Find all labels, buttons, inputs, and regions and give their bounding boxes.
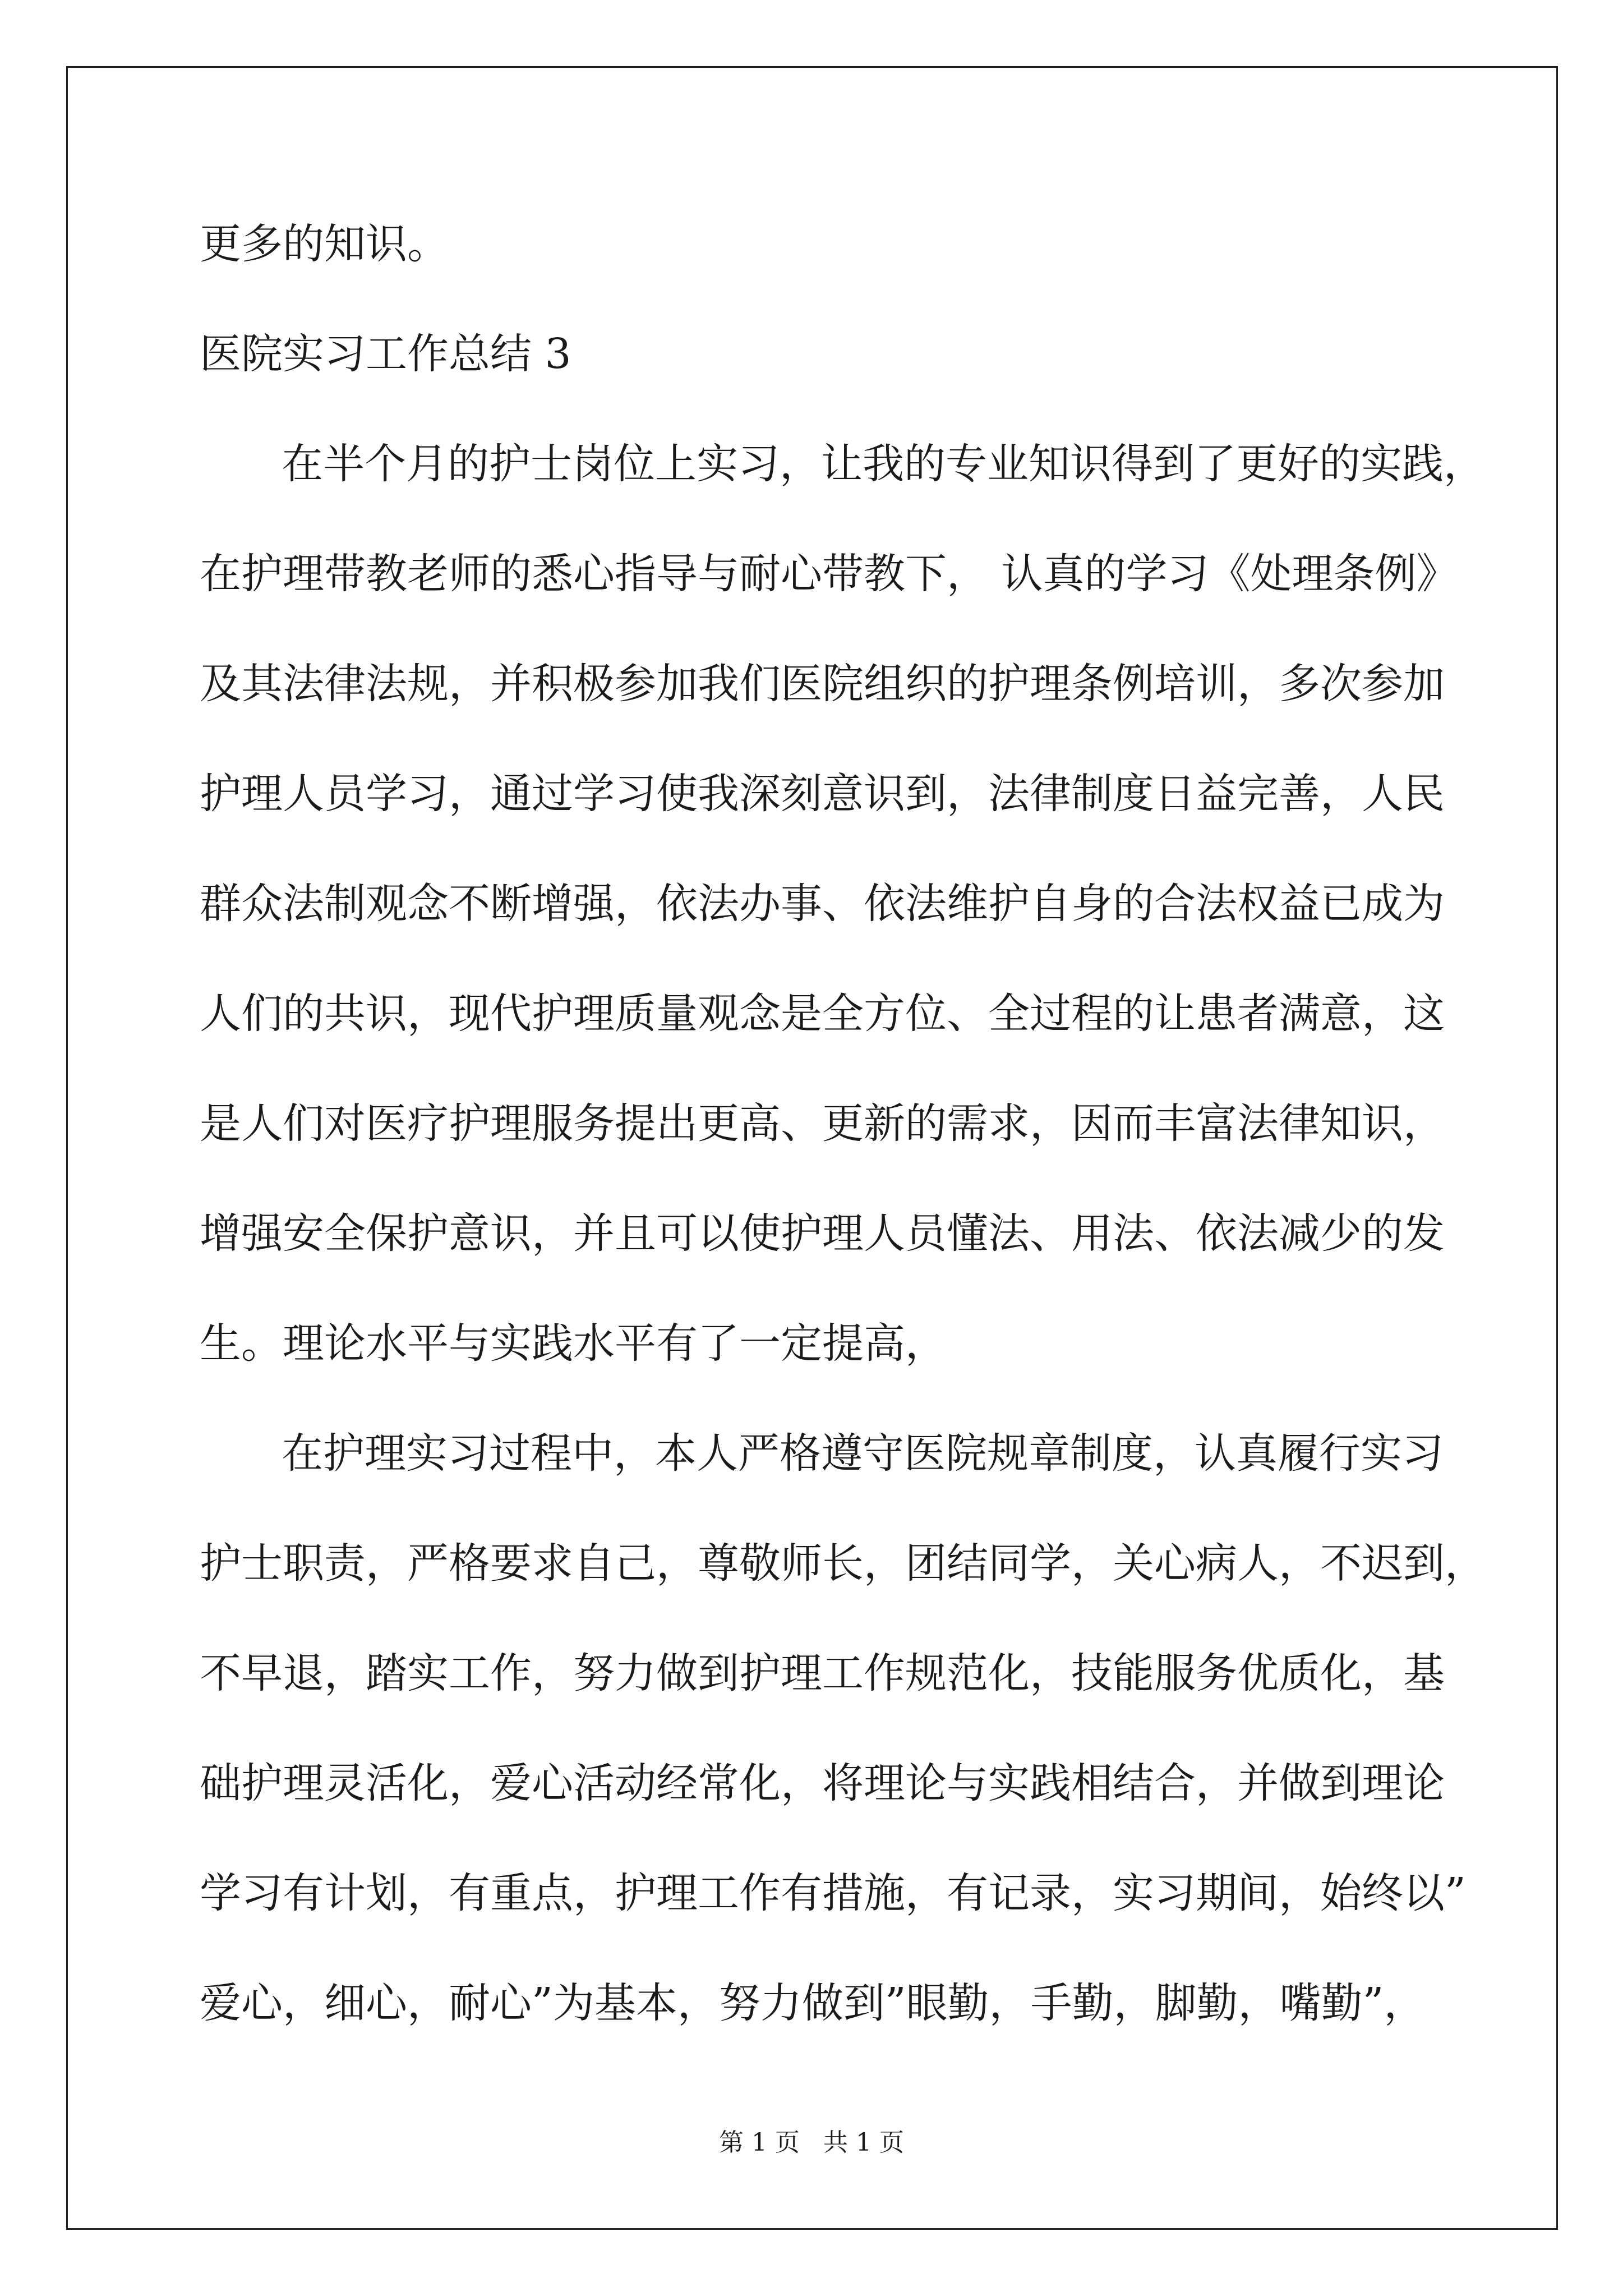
paragraph-1-line-1: 在半个月的护士岗位上实习，让我的专业知识得到了更好的实践，: [282, 440, 1485, 488]
page-number-footer: 第 1 页 共 1 页: [719, 2128, 904, 2157]
text-line: 学习有计划，有重点，护理工作有措施，有记录，实习期间，始终以”: [200, 1869, 1466, 1917]
text-line: 在护理带教老师的悉心指导与耐心带教下， 认真的学习《处理条例》: [200, 550, 1458, 598]
paragraph-2-line-1: 在护理实习过程中，本人严格遵守医院规章制度，认真履行实习: [282, 1429, 1444, 1478]
text-line: 人们的共识，现代护理质量观念是全方位、全过程的让患者满意，这: [200, 990, 1445, 1038]
text-line: 增强安全保护意识，并且可以使护理人员懂法、用法、依法减少的发: [200, 1209, 1445, 1258]
text-line: 是人们对医疗护理服务提出更高、更新的需求，因而丰富法律知识，: [200, 1099, 1445, 1148]
text-line: 及其法律法规，并积极参加我们医院组织的护理条例培训，多次参加: [200, 660, 1445, 708]
text-line: 础护理灵活化，爱心活动经常化，将理论与实践相结合，并做到理论: [200, 1759, 1445, 1807]
text-line: 群众法制观念不断增强，依法办事、依法维护自身的合法权益已成为: [200, 880, 1445, 928]
section-heading: 医院实习工作总结 3: [200, 330, 571, 378]
text-line: 更多的知识。: [200, 220, 449, 268]
text-line: 护理人员学习，通过学习使我深刻意识到，法律制度日益完善，人民: [200, 770, 1445, 818]
text-line: 护士职责，严格要求自己，尊敬师长，团结同学，关心病人，不迟到，: [200, 1539, 1486, 1588]
text-line: 不早退，踏实工作，努力做到护理工作规范化，技能服务优质化，基: [200, 1649, 1445, 1697]
text-line: 生。理论水平与实践水平有了一定提高，: [200, 1319, 947, 1368]
text-line: 爱心，细心，耐心”为基本，努力做到”眼勤，手勤，脚勤，嘴勤”，: [200, 1979, 1426, 2027]
